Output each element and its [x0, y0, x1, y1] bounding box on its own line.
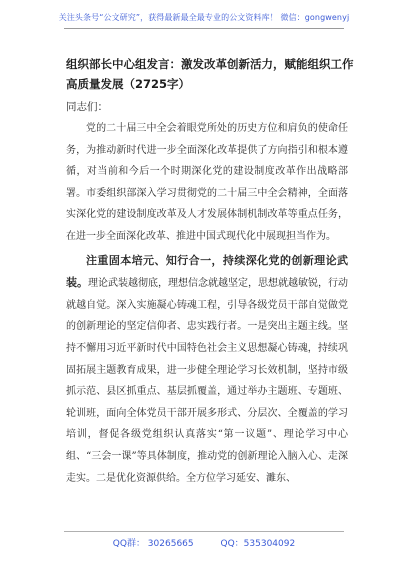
footer-qq: QQ：535304092	[220, 539, 296, 549]
footer-qq-group: QQ群： 30265665	[112, 539, 194, 549]
footer-divider	[64, 531, 344, 532]
section-1-text: 理论武装越彻底，理想信念就越坚定，思想就越敏锐，行动就越自觉。深入实施凝心铸魂工程，引导各级党员干部自觉做党的创新理论的坚定信仰者、忠实践行者。一是突出主题主线。坚持不懈用习近平新时代中国特色社会主义思想凝心铸魂，持续巩固拓展主题教育成果，进一步健全理论学习长效机制，坚持市级抓示范、县区抓重点、基层抓覆盖，通过举办主题班、专题班、轮训班，面向全体党员干部开展多形式、分层次、全覆盖的学习培训，督促各级党组织认真落实“第一议题”、理论学习中心组、“三会一课”等具体制度，推动党的创新理论入脑入心、走深走实。二是优化资源供给。全方位学习延安、濉东、	[66, 278, 348, 484]
header-banner: 关注头条号“公文研究”，获得最新最全最专业的公文资料库！ 微信：gongwenyj	[58, 13, 350, 22]
document-title: 组织部长中心组发言：激发改革创新活力，赋能组织工作高质量发展（2725字）	[66, 57, 354, 91]
paragraph-intro: 党的二十届三中全会着眼党所处的历史方位和肩负的使命任务，为推动新时代进一步全面深化改革提供了方向指引和根本遵循，对当前和今后一个时期深化党的建设制度改革作出战略部署。市委组织部深入学习贯彻党的二十届三中全会精神，全面落实深化党的建设制度改革及人才发展体制机制改革等重点任务，在进一步全面深化改革、推进中国式现代化中展现担当作为。	[66, 123, 348, 242]
greeting: 同志们：	[66, 101, 108, 113]
document-body	[66, 118, 348, 489]
header-divider	[64, 28, 344, 29]
section-1-heading: 注重固本培元、知行合一，持续深化党的创新理论武装。	[66, 253, 348, 290]
footer	[0, 536, 408, 549]
paragraph-section-1	[66, 250, 348, 490]
